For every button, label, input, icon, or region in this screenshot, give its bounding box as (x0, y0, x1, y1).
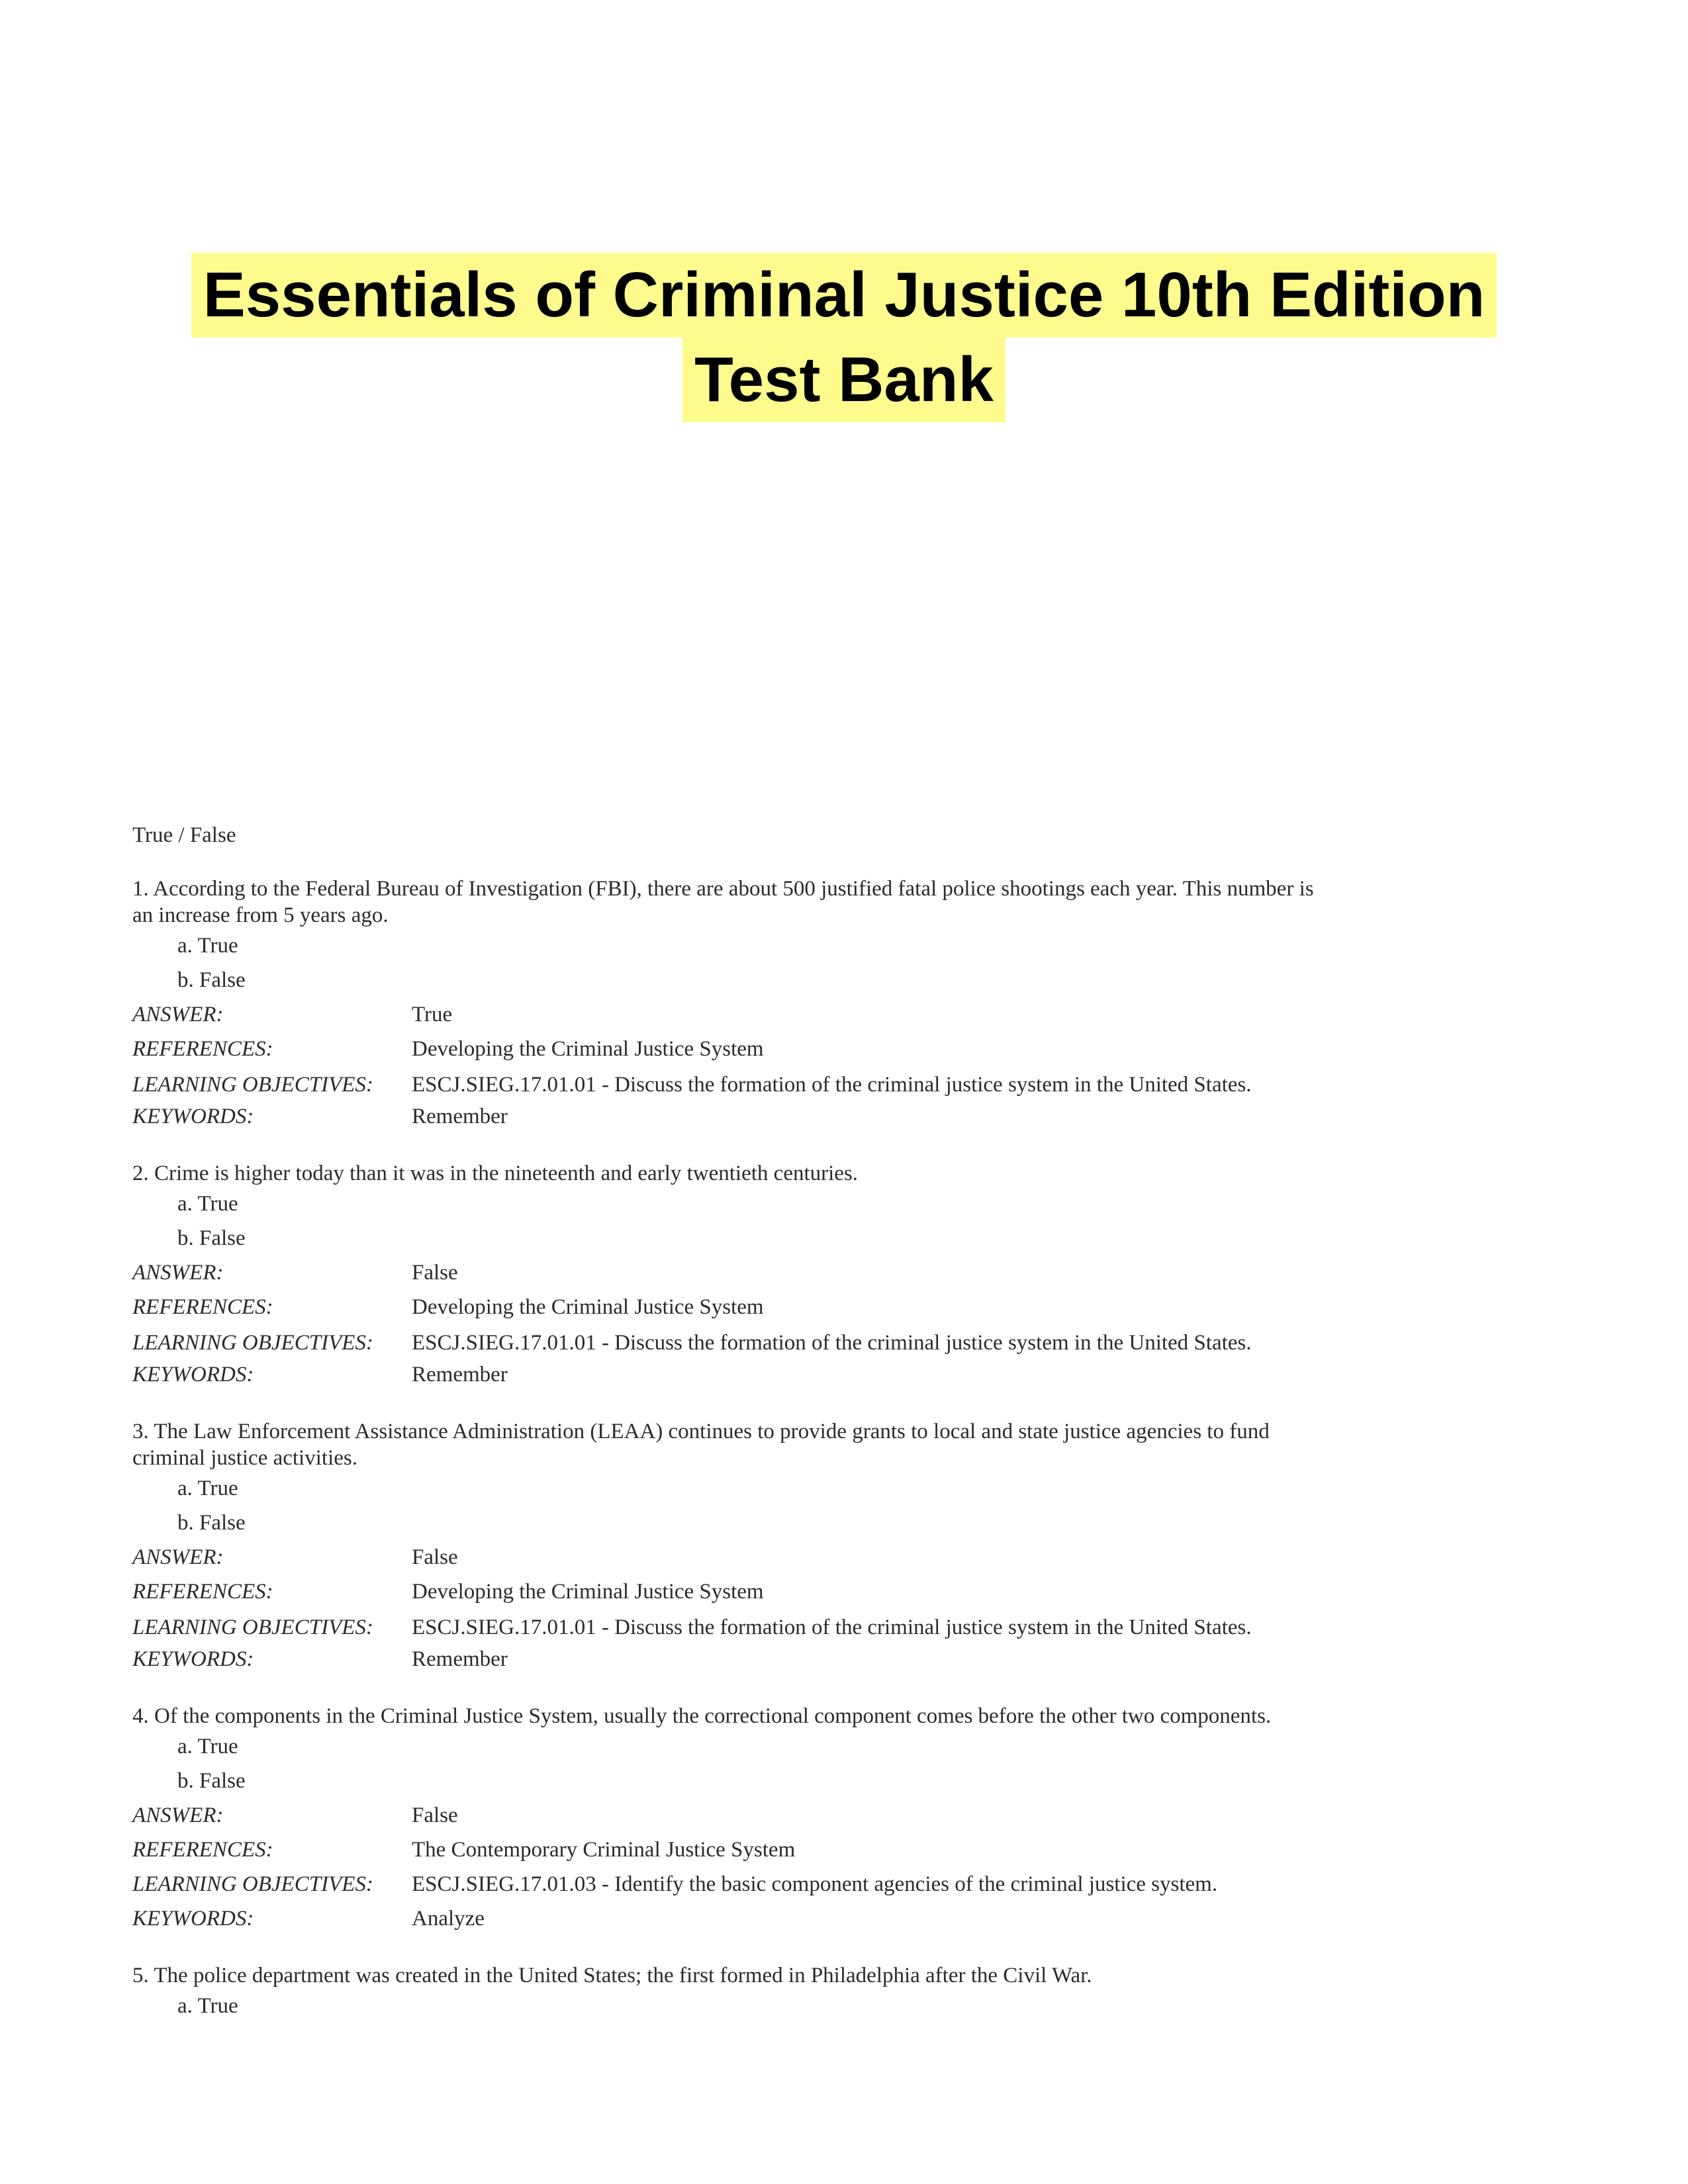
references-row (132, 1032, 1390, 1066)
objectives-value: ESCJ.SIEG.17.01.01 - Discuss the formation of the criminal justice system in the United States. (412, 1331, 1252, 1355)
option-a: a. True (177, 1477, 238, 1500)
keywords-label: KEYWORDS: (132, 1647, 254, 1671)
title-line-2: Test Bank (682, 338, 1006, 422)
question-stem: 2. Crime is higher today than it was in the nineteenth and early twentieth centuries. (132, 1161, 859, 1185)
answer-row (132, 1255, 1390, 1290)
option-a: a. True (177, 934, 238, 958)
references-label: REFERENCES: (132, 1838, 273, 1862)
option-a: a. True (177, 1192, 238, 1216)
keywords-value: Analyze (412, 1907, 485, 1931)
answer-label: ANSWER: (132, 1803, 224, 1827)
objectives-label: LEARNING OBJECTIVES: (132, 1872, 373, 1896)
answer-row (132, 997, 1390, 1032)
keywords-label: KEYWORDS: (132, 1363, 254, 1387)
objectives-label: LEARNING OBJECTIVES: (132, 1615, 373, 1639)
option-b: b. False (177, 1226, 246, 1250)
question-stem: 1. According to the Federal Bureau of Investigation (FBI), there are about 500 justified fatal police shootings each year. This number is an increase from 5 years ago. (132, 877, 1314, 927)
objectives-row (132, 1867, 1390, 1901)
option-a: a. True (177, 1735, 238, 1758)
option-a: a. True (177, 1994, 238, 2018)
question-stem: 4. Of the components in the Criminal Justice System, usually the correctional component comes before the other two components. (132, 1704, 1272, 1728)
question-stem: 5. The police department was created in the United States; the first formed in Philadelphia after the Civil War. (132, 1964, 1092, 1987)
keywords-value: Remember (412, 1363, 508, 1387)
option-b: b. False (177, 968, 246, 992)
objectives-label: LEARNING OBJECTIVES: (132, 1331, 373, 1355)
answer-row (132, 1798, 1390, 1833)
keywords-value: Remember (412, 1647, 508, 1671)
question-3 (132, 1418, 1390, 1676)
answer-value: True (412, 1003, 453, 1026)
references-row (132, 1290, 1390, 1324)
option-b: b. False (177, 1511, 246, 1535)
keywords-value: Remember (412, 1105, 508, 1128)
question-5 (132, 1962, 1390, 2023)
references-value: Developing the Criminal Justice System (412, 1037, 764, 1061)
references-row (132, 1833, 1390, 1867)
question-1 (132, 876, 1390, 1134)
references-label: REFERENCES: (132, 1295, 273, 1319)
answer-label: ANSWER: (132, 1261, 224, 1285)
keywords-row (132, 1099, 1390, 1134)
answer-value: False (412, 1261, 458, 1285)
question-2 (132, 1160, 1390, 1392)
question-4 (132, 1703, 1390, 1936)
document-title (0, 253, 1688, 422)
objectives-row (132, 1324, 1390, 1357)
question-stem: 3. The Law Enforcement Assistance Administration (LEAA) continues to provide grants to local and state justice agencies to fund criminal justice activities. (132, 1420, 1270, 1470)
scanned-test-content (132, 819, 1390, 2050)
references-value: Developing the Criminal Justice System (412, 1580, 764, 1604)
keywords-row (132, 1642, 1390, 1676)
answer-value: False (412, 1545, 458, 1569)
keywords-row (132, 1901, 1390, 1936)
objectives-row (132, 1066, 1390, 1099)
keywords-row (132, 1357, 1390, 1392)
objectives-value: ESCJ.SIEG.17.01.01 - Discuss the formation of the criminal justice system in the United States. (412, 1073, 1252, 1097)
objectives-row (132, 1609, 1390, 1642)
objectives-value: ESCJ.SIEG.17.01.03 - Identify the basic component agencies of the criminal justice system. (412, 1872, 1218, 1896)
references-label: REFERENCES: (132, 1580, 273, 1604)
references-value: The Contemporary Criminal Justice System (412, 1838, 796, 1862)
references-value: Developing the Criminal Justice System (412, 1295, 764, 1319)
keywords-label: KEYWORDS: (132, 1105, 254, 1128)
references-label: REFERENCES: (132, 1037, 273, 1061)
references-row (132, 1574, 1390, 1609)
title-line-1: Essentials of Criminal Justice 10th Edition (191, 253, 1497, 338)
answer-label: ANSWER: (132, 1003, 224, 1026)
answer-value: False (412, 1803, 458, 1827)
objectives-value: ESCJ.SIEG.17.01.01 - Discuss the formation of the criminal justice system in the United States. (412, 1615, 1252, 1639)
answer-row (132, 1540, 1390, 1574)
answer-label: ANSWER: (132, 1545, 224, 1569)
section-heading: True / False (132, 823, 236, 847)
objectives-label: LEARNING OBJECTIVES: (132, 1073, 373, 1097)
option-b: b. False (177, 1769, 246, 1793)
keywords-label: KEYWORDS: (132, 1907, 254, 1931)
